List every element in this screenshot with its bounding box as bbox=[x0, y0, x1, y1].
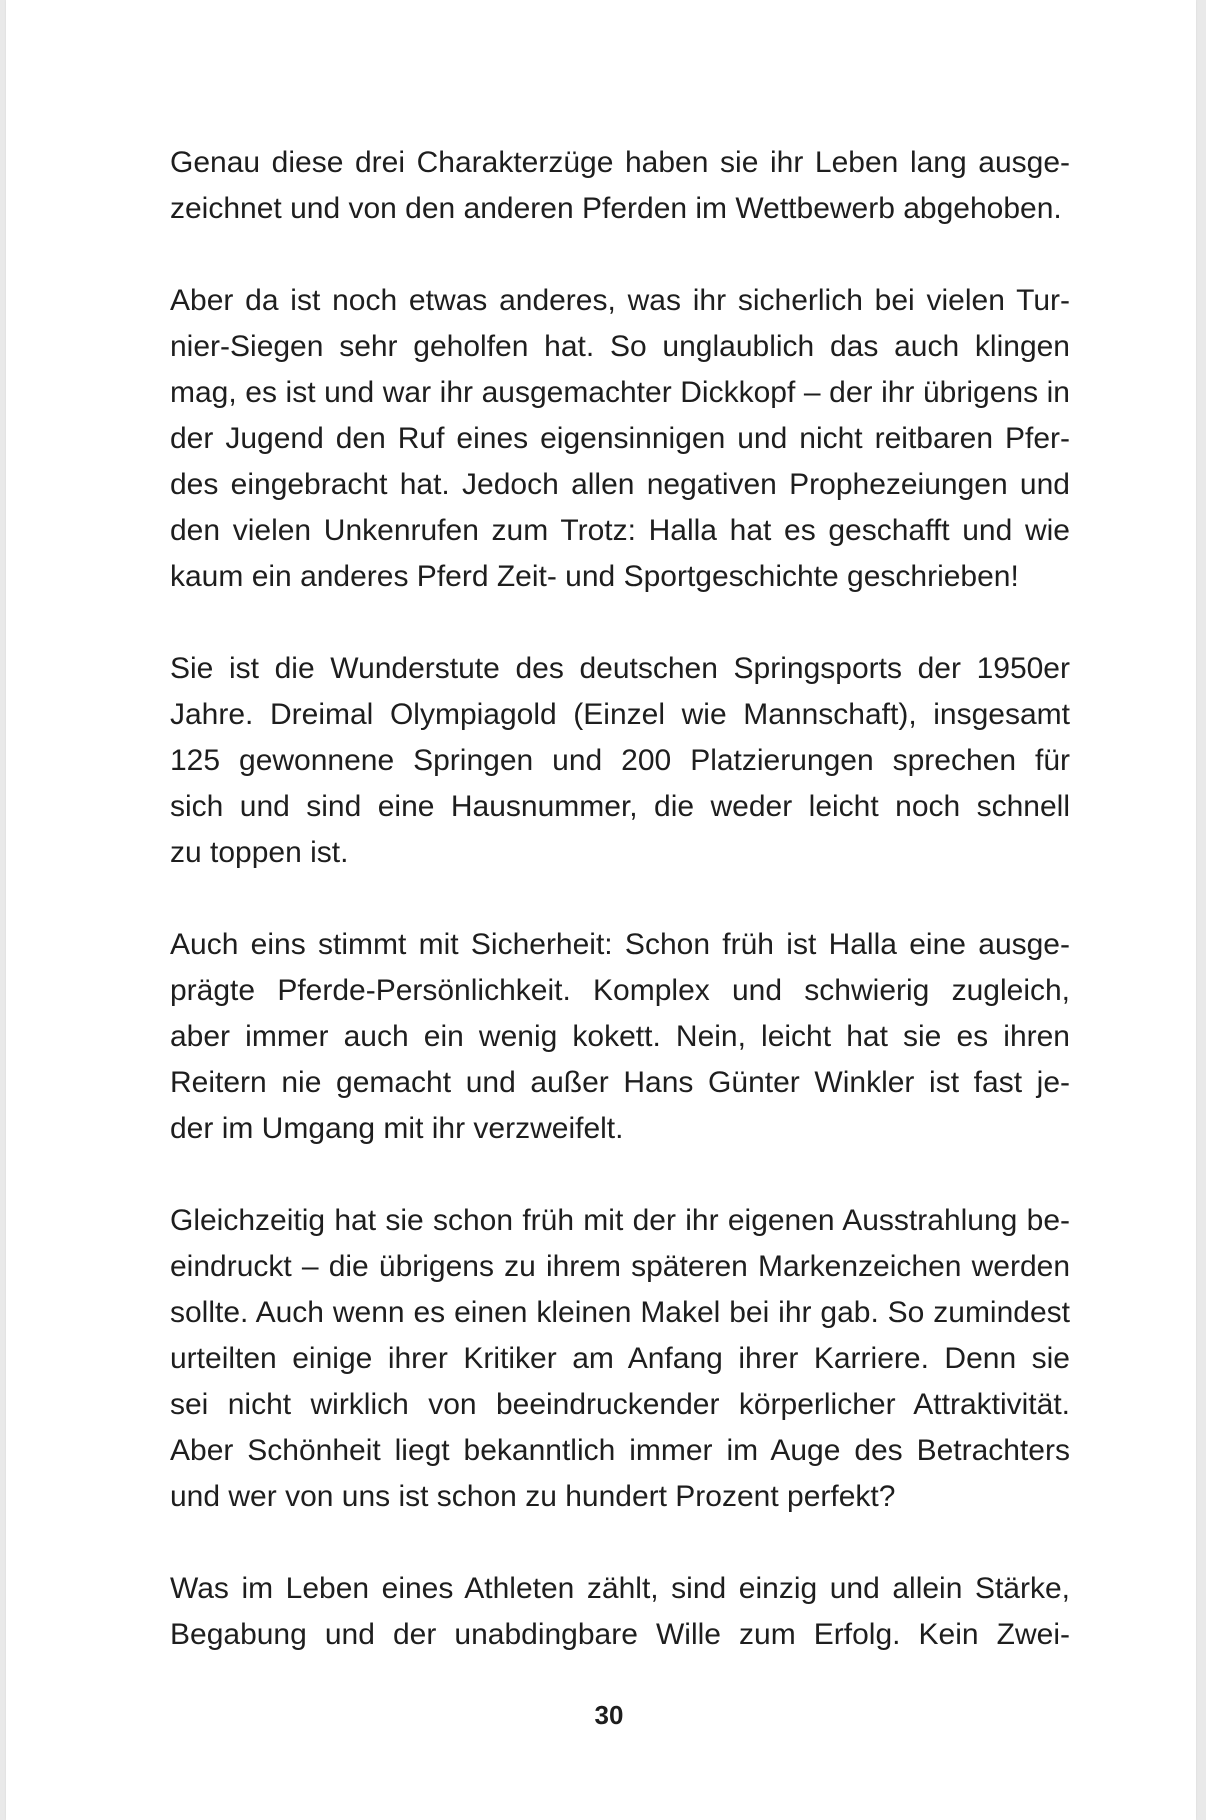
text-line: sollte. Auch wenn es einen kleinen Makel bei ihr gab. So zumindest bbox=[170, 1296, 1070, 1329]
paragraph bbox=[170, 1198, 1070, 1520]
text-line: eindruckt – die übrigens zu ihrem späteren Markenzeichen werden bbox=[170, 1250, 1070, 1283]
text-line: zeichnet und von den anderen Pferden im Wettbewerb abgehoben. bbox=[170, 192, 1062, 225]
text-line: Aber da ist noch etwas anderes, was ihr sicherlich bei vielen Tur- bbox=[170, 284, 1070, 317]
text-line: sei nicht wirklich von beeindruckender körperlicher Attraktivität. bbox=[170, 1388, 1070, 1421]
paragraph-gap bbox=[170, 876, 1070, 922]
text-line: sich und sind eine Hausnummer, die weder leicht noch schnell bbox=[170, 790, 1070, 823]
text-line: Aber Schönheit liegt bekanntlich immer im Auge des Betrachters bbox=[170, 1434, 1070, 1467]
text-line: Gleichzeitig hat sie schon früh mit der ihr eigenen Ausstrahlung be- bbox=[170, 1204, 1070, 1237]
text-line: Genau diese drei Charakterzüge haben sie ihr Leben lang ausge- bbox=[170, 146, 1070, 179]
book-page bbox=[6, 0, 1196, 1820]
text-line: Reitern nie gemacht und außer Hans Günter Winkler ist fast je- bbox=[170, 1066, 1070, 1099]
paragraph bbox=[170, 646, 1070, 876]
text-line: Begabung und der unabdingbare Wille zum Erfolg. Kein Zwei- bbox=[170, 1618, 1070, 1651]
text-line: Jahre. Dreimal Olympiagold (Einzel wie Mannschaft), insgesamt bbox=[170, 698, 1070, 731]
text-line: aber immer auch ein wenig kokett. Nein, leicht hat sie es ihren bbox=[170, 1020, 1070, 1053]
text-line: den vielen Unkenrufen zum Trotz: Halla hat es geschafft und wie bbox=[170, 514, 1070, 547]
paragraph bbox=[170, 140, 1070, 232]
text-line: der im Umgang mit ihr verzweifelt. bbox=[170, 1112, 624, 1145]
text-line: urteilten einige ihrer Kritiker am Anfang ihrer Karriere. Denn sie bbox=[170, 1342, 1070, 1375]
paragraph bbox=[170, 922, 1070, 1152]
text-line: mag, es ist und war ihr ausgemachter Dickkopf – der ihr übrigens in bbox=[170, 376, 1070, 409]
text-line: kaum ein anderes Pferd Zeit- und Sportgeschichte geschrieben! bbox=[170, 560, 1019, 593]
paragraph-gap bbox=[170, 1520, 1070, 1566]
text-line: und wer von uns ist schon zu hundert Prozent perfekt? bbox=[170, 1480, 896, 1513]
page-number: 30 bbox=[594, 1700, 624, 1730]
body-text bbox=[170, 140, 1070, 1658]
text-line: prägte Pferde-Persönlichkeit. Komplex und schwierig zugleich, bbox=[170, 974, 1070, 1007]
text-line: der Jugend den Ruf eines eigensinnigen und nicht reitbaren Pfer- bbox=[170, 422, 1070, 455]
paragraph bbox=[170, 278, 1070, 600]
text-line: 125 gewonnene Springen und 200 Platzierungen sprechen für bbox=[170, 744, 1070, 777]
paragraph-gap bbox=[170, 232, 1070, 278]
paragraph-gap bbox=[170, 1152, 1070, 1198]
text-line: zu toppen ist. bbox=[170, 836, 349, 869]
text-line: des eingebracht hat. Jedoch allen negativen Prophezeiungen und bbox=[170, 468, 1070, 501]
paragraph bbox=[170, 1566, 1070, 1658]
text-line: Auch eins stimmt mit Sicherheit: Schon früh ist Halla eine ausge- bbox=[170, 928, 1070, 961]
text-line: Was im Leben eines Athleten zählt, sind einzig und allein Stärke, bbox=[170, 1572, 1070, 1605]
text-line: Sie ist die Wunderstute des deutschen Springsports der 1950er bbox=[170, 652, 1070, 685]
paragraph-gap bbox=[170, 600, 1070, 646]
text-line: nier-Siegen sehr geholfen hat. So unglaublich das auch klingen bbox=[170, 330, 1070, 363]
